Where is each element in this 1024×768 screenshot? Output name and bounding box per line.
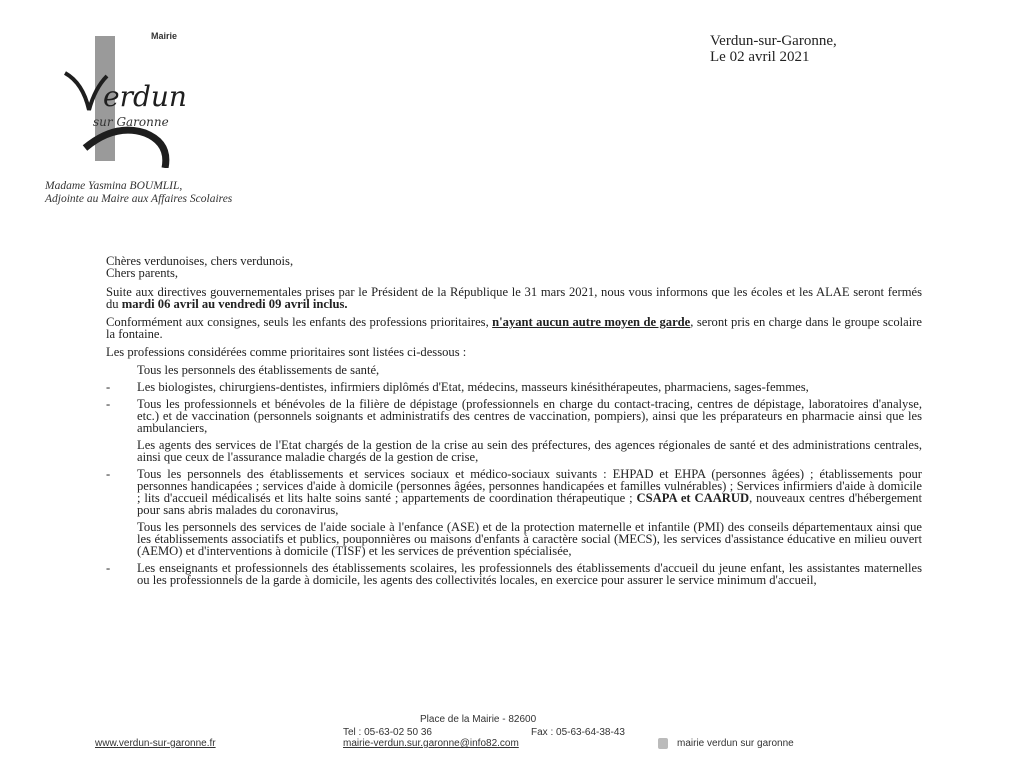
paragraph-list-intro: Les professions considérées comme prioritaires sont listées ci-dessous :	[106, 345, 467, 359]
letter-body	[106, 255, 922, 591]
footer-website-link[interactable]: www.verdun-sur-garonne.fr	[95, 738, 216, 749]
paragraph-closure	[106, 286, 922, 310]
list-item	[106, 381, 922, 393]
list-item-text: Les enseignants et professionnels des établissements scolaires, les professionnels des établissements d'accueil du jeune enfant, les assistantes maternelles ou les professionnels de la garde à domicile, les agents des collectivités locales, en exercice pour assurer le service minimum d'accueil,	[137, 561, 922, 587]
list-item-text: Tous les personnels des établissements et services sociaux et médico-sociaux suivants : EHPAD et EHPA (personnes âgées) ; établissements pour personnes handicapées ; services d'aide à domicile (personnes âgées, personnes handicapées et familles vulnérables) ; Services infirmiers d'aide à domicile ; lits d'accueil médicalisés et lits halte soins santé ; appartements de coordination thérapeutique ;	[137, 467, 922, 505]
facebook-icon	[658, 738, 668, 749]
footer-email-link[interactable]	[343, 738, 519, 749]
logo-emblem	[55, 28, 235, 168]
list-item-text: Les agents des services de l'Etat chargés de la gestion de la crise au sein des préfectures, des agences régionales de santé et des administrations centrales, ainsi que ceux de l'assurance maladie chargés de la gestion de crise,	[137, 438, 922, 464]
closure-text: Suite aux directives gouvernementales prises par le Président de la République le 31 mars 2021, nous vous informons que les écoles et les ALAE seront fermés du	[106, 285, 922, 311]
date-line: Le 02 avril 2021	[710, 49, 810, 65]
date-block	[710, 33, 837, 65]
list-item	[106, 364, 922, 376]
priority-text-a: Conformément aux consignes, seuls les enfants des professions prioritaires,	[106, 315, 493, 329]
logo-mairie-text: Mairie	[151, 31, 178, 41]
list-item	[106, 439, 922, 463]
list-item-text-end: , nouveaux centres d'hébergement pour sans abris malades du coronavirus,	[137, 491, 922, 517]
greeting-line-2: Chers parents,	[106, 266, 179, 280]
list-item-text: Tous les personnels des services de l'aide sociale à l'enfance (ASE) et de la protection maternelle et infantile (PMI) des conseils départementaux ainsi que les établissements associatifs et publics, pouponnières ou maisons d'enfants à caractère social (MECS), les services d'assistance éducative en milieu ouvert (AEMO) et d'interventions à domicile (TISF) et les services de prévention spécialisée,	[137, 520, 922, 558]
footer-facebook: mairie verdun sur garonne	[677, 738, 794, 749]
list-item	[106, 521, 922, 557]
greeting-line-1: Chères verdunoises, chers verdunois,	[106, 254, 294, 268]
footer-email-text: mairie-verdun.sur.garonne@info82.com	[343, 738, 519, 749]
priority-text-b: , seront pris en charge dans le groupe scolaire la fontaine.	[106, 315, 922, 341]
signatory-name: Madame Yasmina BOUMLIL,	[45, 180, 183, 192]
footer-address: Place de la Mairie - 82600	[420, 714, 537, 725]
list-item-bold: CSAPA et CAARUD	[636, 491, 750, 505]
priority-professions-list	[106, 364, 922, 586]
list-dash: -	[106, 467, 111, 481]
city-line: Verdun-sur-Garonne,	[710, 33, 837, 49]
list-item-text: Tous les personnels des établissements de santé,	[137, 363, 380, 377]
signatory-block	[45, 180, 232, 206]
list-item	[106, 562, 922, 586]
closure-dates: mardi 06 avril au vendredi 09 avril inclus.	[121, 297, 348, 311]
list-item-text: Les biologistes, chirurgiens-dentistes, infirmiers diplômés d'Etat, médecins, masseurs kinésithérapeutes, pharmaciens, sages-femmes,	[137, 380, 809, 394]
footer-tel: Tel : 05-63-02 50 36	[343, 727, 432, 738]
list-item-text: Tous les professionnels et bénévoles de la filière de dépistage (professionnels en charge du contact-tracing, centres de dépistage, laboratoires d'analyse, etc.) et de vaccination (personnels soignants et administratifs des centres de vaccination, pompiers), ainsi que les préparateurs en pharmacie ainsi que les ambulanciers,	[137, 397, 922, 435]
svg-text:erdun: erdun	[103, 80, 187, 113]
svg-text:sur Garonne: sur Garonne	[93, 115, 169, 129]
list-dash: -	[106, 397, 111, 411]
signatory-role: Adjointe au Maire aux Affaires Scolaires	[45, 193, 233, 205]
footer-fax: Fax : 05-63-64-38-43	[531, 727, 625, 738]
list-dash: -	[106, 561, 111, 575]
list-item	[106, 398, 922, 434]
list-item	[106, 468, 922, 516]
list-dash: -	[106, 380, 111, 394]
paragraph-priority	[106, 316, 922, 340]
priority-emphasis: n'ayant aucun autre moyen de garde	[492, 315, 691, 329]
mairie-logo	[55, 28, 235, 168]
